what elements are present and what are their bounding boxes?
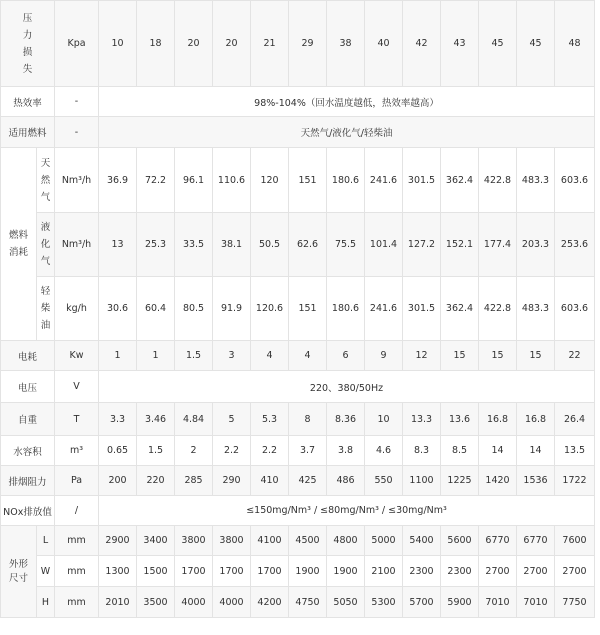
value-cell: 3400	[137, 526, 175, 556]
value-cell: 241.6	[365, 277, 403, 341]
value-cell: 483.3	[517, 277, 555, 341]
sub-label-width: W	[37, 556, 55, 587]
row-label: 水容积	[1, 436, 55, 466]
value-cell: 425	[289, 466, 327, 496]
value-cell: 483.3	[517, 148, 555, 213]
row-fuel-diesel	[1, 277, 595, 341]
value-cell: 241.6	[365, 148, 403, 213]
value-cell: 8	[289, 403, 327, 436]
value-cell: 48	[555, 1, 595, 87]
value-cell: 50.5	[251, 213, 289, 277]
value-cell: 1420	[479, 466, 517, 496]
value-cell: 151	[289, 277, 327, 341]
value-cell: 203.3	[517, 213, 555, 277]
group-label-dimensions	[1, 526, 37, 618]
value-cell: 177.4	[479, 213, 517, 277]
unit-cell: Pa	[55, 466, 99, 496]
value-cell: 42	[403, 1, 441, 87]
value-cell: 3800	[213, 526, 251, 556]
label-char: 压	[22, 12, 33, 24]
value-cell: 91.9	[213, 277, 251, 341]
sub-label-height: H	[37, 587, 55, 618]
value-cell: 45	[517, 1, 555, 87]
value-cell: 2700	[517, 556, 555, 587]
sub-label-lpg	[37, 213, 55, 277]
value-cell: 33.5	[175, 213, 213, 277]
label-char: 化	[40, 239, 51, 250]
merged-value-cell: ≤150mg/Nm³ / ≤80mg/Nm³ / ≤30mg/Nm³	[99, 496, 595, 526]
value-cell: 200	[99, 466, 137, 496]
label-char: 气	[40, 256, 51, 267]
merged-value-cell: 220、380/50Hz	[99, 371, 595, 403]
value-cell: 1900	[327, 556, 365, 587]
unit-cell: Kw	[55, 341, 99, 371]
unit-cell: -	[55, 87, 99, 117]
value-cell: 101.4	[365, 213, 403, 277]
value-cell: 2300	[441, 556, 479, 587]
value-cell: 10	[99, 1, 137, 87]
value-cell: 1225	[441, 466, 479, 496]
value-cell: 110.6	[213, 148, 251, 213]
value-cell: 151	[289, 148, 327, 213]
value-cell: 362.4	[441, 277, 479, 341]
value-cell: 14	[479, 436, 517, 466]
value-cell: 5050	[327, 587, 365, 618]
value-cell: 7750	[555, 587, 595, 618]
value-cell: 4000	[213, 587, 251, 618]
row-voltage	[1, 371, 595, 403]
row-fuel-lpg	[1, 213, 595, 277]
unit-cell: mm	[55, 526, 99, 556]
value-cell: 2.2	[213, 436, 251, 466]
unit-cell: /	[55, 496, 99, 526]
value-cell: 72.2	[137, 148, 175, 213]
value-cell: 62.6	[289, 213, 327, 277]
value-cell: 1.5	[137, 436, 175, 466]
value-cell: 1	[99, 341, 137, 371]
value-cell: 80.5	[175, 277, 213, 341]
value-cell: 1700	[213, 556, 251, 587]
value-cell: 20	[213, 1, 251, 87]
value-cell: 8.36	[327, 403, 365, 436]
row-label: 电压	[1, 371, 55, 403]
value-cell: 45	[479, 1, 517, 87]
value-cell: 152.1	[441, 213, 479, 277]
value-cell: 4750	[289, 587, 327, 618]
row-power	[1, 341, 595, 371]
unit-cell: mm	[55, 556, 99, 587]
value-cell: 3	[213, 341, 251, 371]
value-cell: 120	[251, 148, 289, 213]
value-cell: 5600	[441, 526, 479, 556]
value-cell: 5	[213, 403, 251, 436]
row-label: 适用燃料	[1, 117, 55, 148]
value-cell: 40	[365, 1, 403, 87]
value-cell: 422.8	[479, 148, 517, 213]
row-fuel-natural-gas	[1, 148, 595, 213]
label-char: 力	[22, 29, 33, 41]
unit-cell: Kpa	[55, 1, 99, 87]
value-cell: 7010	[517, 587, 555, 618]
value-cell: 4	[251, 341, 289, 371]
row-dimension-width	[1, 556, 595, 587]
value-cell: 4000	[175, 587, 213, 618]
value-cell: 3.8	[327, 436, 365, 466]
value-cell: 2900	[99, 526, 137, 556]
label-char: 消耗	[8, 247, 28, 258]
value-cell: 550	[365, 466, 403, 496]
label-char: 失	[22, 63, 33, 75]
row-nox	[1, 496, 595, 526]
value-cell: 13.6	[441, 403, 479, 436]
value-cell: 290	[213, 466, 251, 496]
value-cell: 7600	[555, 526, 595, 556]
value-cell: 3.46	[137, 403, 175, 436]
value-cell: 6	[327, 341, 365, 371]
value-cell: 301.5	[403, 148, 441, 213]
row-label: NOx排放值	[1, 496, 55, 526]
value-cell: 38.1	[213, 213, 251, 277]
value-cell: 13.3	[403, 403, 441, 436]
value-cell: 1700	[175, 556, 213, 587]
unit-cell: m³	[55, 436, 99, 466]
sub-label-natural-gas	[37, 148, 55, 213]
value-cell: 9	[365, 341, 403, 371]
label-char: 液	[40, 222, 51, 233]
value-cell: 21	[251, 1, 289, 87]
value-cell: 36.9	[99, 148, 137, 213]
value-cell: 5900	[441, 587, 479, 618]
row-pressure-loss	[1, 1, 595, 87]
value-cell: 486	[327, 466, 365, 496]
value-cell: 6770	[479, 526, 517, 556]
value-cell: 4.6	[365, 436, 403, 466]
value-cell: 301.5	[403, 277, 441, 341]
value-cell: 18	[137, 1, 175, 87]
spec-table-body	[1, 1, 595, 618]
value-cell: 2100	[365, 556, 403, 587]
row-dimension-length	[1, 526, 595, 556]
value-cell: 5.3	[251, 403, 289, 436]
unit-cell: T	[55, 403, 99, 436]
value-cell: 15	[517, 341, 555, 371]
value-cell: 4.84	[175, 403, 213, 436]
value-cell: 75.5	[327, 213, 365, 277]
value-cell: 13	[99, 213, 137, 277]
group-label-fuel-consumption	[1, 148, 37, 341]
value-cell: 410	[251, 466, 289, 496]
row-fuel-type	[1, 117, 595, 148]
label-char: 气	[40, 191, 51, 203]
label-char: 损	[22, 46, 33, 58]
unit-cell: Nm³/h	[55, 148, 99, 213]
unit-cell: mm	[55, 587, 99, 618]
value-cell: 3.3	[99, 403, 137, 436]
value-cell: 1900	[289, 556, 327, 587]
row-dimension-height	[1, 587, 595, 618]
label-char: 尺寸	[8, 572, 28, 584]
value-cell: 38	[327, 1, 365, 87]
value-cell: 5700	[403, 587, 441, 618]
value-cell: 5300	[365, 587, 403, 618]
value-cell: 4500	[289, 526, 327, 556]
value-cell: 25.3	[137, 213, 175, 277]
value-cell: 1500	[137, 556, 175, 587]
value-cell: 1536	[517, 466, 555, 496]
row-label: 热效率	[1, 87, 55, 117]
row-label: 自重	[1, 403, 55, 436]
sub-label-length: L	[37, 526, 55, 556]
row-weight	[1, 403, 595, 436]
row-label: 排烟阻力	[1, 466, 55, 496]
sub-label-diesel	[37, 277, 55, 341]
value-cell: 603.6	[555, 277, 595, 341]
value-cell: 1722	[555, 466, 595, 496]
value-cell: 0.65	[99, 436, 137, 466]
value-cell: 2700	[555, 556, 595, 587]
value-cell: 10	[365, 403, 403, 436]
value-cell: 4	[289, 341, 327, 371]
value-cell: 603.6	[555, 148, 595, 213]
value-cell: 29	[289, 1, 327, 87]
value-cell: 5400	[403, 526, 441, 556]
value-cell: 12	[403, 341, 441, 371]
value-cell: 2.2	[251, 436, 289, 466]
value-cell: 96.1	[175, 148, 213, 213]
label-char: 天	[40, 157, 51, 169]
value-cell: 8.3	[403, 436, 441, 466]
value-cell: 2010	[99, 587, 137, 618]
value-cell: 30.6	[99, 277, 137, 341]
value-cell: 20	[175, 1, 213, 87]
value-cell: 14	[517, 436, 555, 466]
value-cell: 5000	[365, 526, 403, 556]
row-flue-resistance	[1, 466, 595, 496]
value-cell: 60.4	[137, 277, 175, 341]
value-cell: 4100	[251, 526, 289, 556]
value-cell: 362.4	[441, 148, 479, 213]
label-char: 然	[40, 174, 51, 186]
value-cell: 1.5	[175, 341, 213, 371]
value-cell: 7010	[479, 587, 517, 618]
unit-cell: -	[55, 117, 99, 148]
value-cell: 8.5	[441, 436, 479, 466]
unit-cell: V	[55, 371, 99, 403]
row-thermal-efficiency	[1, 87, 595, 117]
value-cell: 180.6	[327, 148, 365, 213]
value-cell: 1100	[403, 466, 441, 496]
value-cell: 22	[555, 341, 595, 371]
value-cell: 120.6	[251, 277, 289, 341]
value-cell: 3800	[175, 526, 213, 556]
merged-value-cell: 天然气/液化气/轻柴油	[99, 117, 595, 148]
value-cell: 2700	[479, 556, 517, 587]
value-cell: 6770	[517, 526, 555, 556]
value-cell: 3500	[137, 587, 175, 618]
value-cell: 180.6	[327, 277, 365, 341]
value-cell: 1700	[251, 556, 289, 587]
value-cell: 127.2	[403, 213, 441, 277]
value-cell: 26.4	[555, 403, 595, 436]
row-label: 电耗	[1, 341, 55, 371]
value-cell: 15	[441, 341, 479, 371]
row-water-volume	[1, 436, 595, 466]
unit-cell: kg/h	[55, 277, 99, 341]
value-cell: 1300	[99, 556, 137, 587]
value-cell: 1	[137, 341, 175, 371]
value-cell: 4200	[251, 587, 289, 618]
value-cell: 220	[137, 466, 175, 496]
value-cell: 3.7	[289, 436, 327, 466]
label-char: 外形	[8, 558, 28, 570]
value-cell: 253.6	[555, 213, 595, 277]
value-cell: 422.8	[479, 277, 517, 341]
unit-cell: Nm³/h	[55, 213, 99, 277]
value-cell: 285	[175, 466, 213, 496]
label-char: 油	[40, 320, 51, 331]
merged-value-cell: 98%-104%（回水温度越低，热效率越高）	[99, 87, 595, 117]
value-cell: 2	[175, 436, 213, 466]
label-char: 轻	[40, 286, 51, 297]
value-cell: 43	[441, 1, 479, 87]
label-char: 柴	[40, 303, 51, 314]
label-char: 燃料	[8, 230, 28, 241]
value-cell: 16.8	[517, 403, 555, 436]
value-cell: 2300	[403, 556, 441, 587]
row-label-pressure-loss	[1, 1, 55, 87]
value-cell: 4800	[327, 526, 365, 556]
value-cell: 13.5	[555, 436, 595, 466]
value-cell: 16.8	[479, 403, 517, 436]
value-cell: 15	[479, 341, 517, 371]
